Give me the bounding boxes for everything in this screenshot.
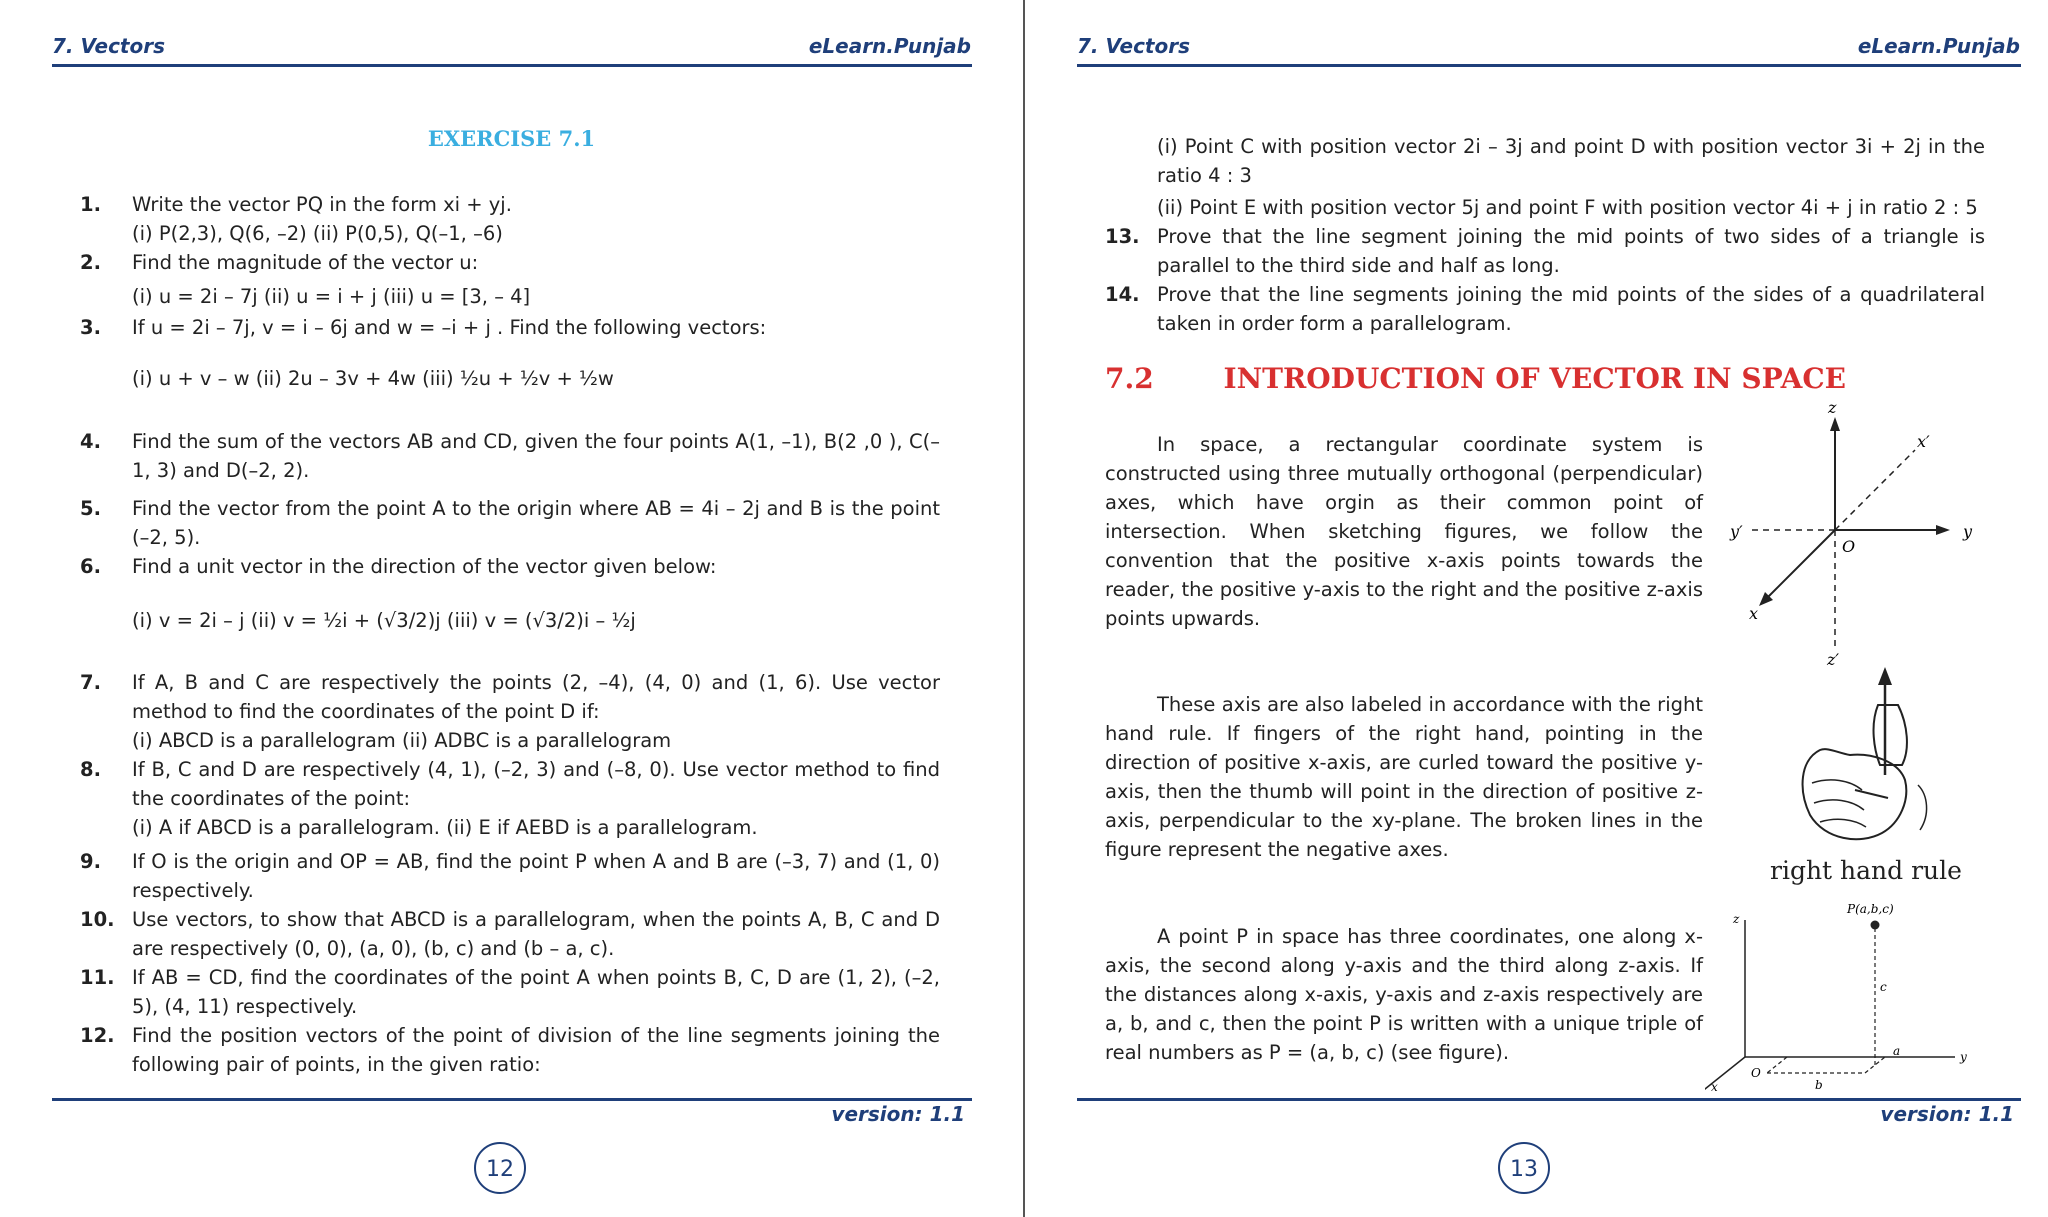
question-text: If u = 2i – 7j, v = i – 6j and w = –i + j . Find the following vectors: [132, 316, 767, 339]
question-number: 6. [80, 555, 101, 578]
negative-x-axis [1835, 450, 1915, 530]
label-z: z [1733, 912, 1740, 926]
question-number: 11. [80, 966, 115, 989]
section-heading [1105, 362, 1846, 395]
curl-indicator [1918, 785, 1927, 830]
guide-line [1767, 1057, 1787, 1073]
question-2 [80, 248, 940, 311]
question-text: Write the vector PQ in the form xi + yj. [132, 193, 512, 216]
brand-header: eLearn.Punjab [1857, 34, 2020, 58]
label-c: c [1880, 980, 1887, 994]
page-number: 13 [1498, 1142, 1550, 1194]
question-text: Prove that the line segments joining the mid points of the sides of a quadrilateral taken in order form a parallelogram. [1157, 283, 1985, 335]
question-subparts: (i) A if ABCD is a parallelogram. (ii) E if AEBD is a parallelogram. [132, 816, 758, 839]
label-z-prime: z′ [1827, 650, 1840, 669]
question-text: Find the magnitude of the vector u: [132, 251, 479, 274]
subpart-text: (i) Point C with position vector 2i – 3j and point D with position vector 3i + 2j in the ratio 4 : 3 [1157, 135, 1985, 187]
question-text: Find the sum of the vectors AB and CD, given the four points A(1, –1), B(2 ,0 ), C(–1, 3) and D(–2, 2). [132, 430, 940, 482]
thumb-outline [1874, 705, 1907, 765]
question-number: 4. [80, 430, 101, 453]
hand-caption: right hand rule [1770, 856, 1962, 885]
z-arrow-icon [1830, 417, 1840, 431]
question-14 [1105, 280, 1985, 338]
question-number: 9. [80, 850, 101, 873]
label-point-p: P(a,b,c) [1847, 902, 1894, 916]
question-number: 8. [80, 758, 101, 781]
question-text: Find the position vectors of the point of division of the line segments joining the following pair of points, in the given ratio: [132, 1024, 940, 1076]
point-figure [1705, 895, 1985, 1095]
subpart-text: (ii) Point E with position vector 5j and point F with position vector 4i + j in ratio 2 : 5 [1157, 196, 1978, 219]
label-b: b [1815, 1078, 1823, 1092]
question-number: 3. [80, 316, 101, 339]
header-rule [1077, 64, 2021, 67]
label-y: y [1960, 1050, 1967, 1064]
paragraph-right-hand-rule: These axis are also labeled in accordance with the right hand rule. If fingers of the right hand, pointing in the direction of positive x-axis, are curled toward the positive y-axis, then the thumb will point in the direction of positive z-axis, perpendicular to the xy-plane. The broken lines in the figure represent the negative axes. [1105, 693, 1703, 861]
question-text: Find a unit vector in the direction of the vector given below: [132, 555, 717, 578]
question-4 [80, 427, 940, 485]
label-x: x [1711, 1080, 1718, 1094]
page-13 [1025, 0, 2048, 1217]
hand-outline [1803, 749, 1907, 839]
exercise-title: EXERCISE 7.1 [427, 126, 596, 151]
question-13 [1105, 222, 1985, 280]
question-5 [80, 494, 940, 552]
header-rule [52, 64, 972, 67]
question-number: 1. [80, 193, 101, 216]
label-origin: O [1842, 537, 1856, 556]
label-y: y [1963, 522, 1973, 541]
question-8 [80, 755, 940, 842]
question-text: Prove that the line segment joining the mid points of two sides of a triangle is parallel to the third side and half as long. [1157, 225, 1985, 277]
question-text: If B, C and D are respectively (4, 1), (–2, 3) and (–8, 0). Use vector method to find the coordinates of the point: [132, 758, 940, 810]
axes-figure [1685, 395, 1985, 675]
page-number: 12 [474, 1142, 526, 1194]
subpart-ii [1105, 193, 1985, 222]
question-number: 13. [1105, 225, 1140, 248]
question-number: 14. [1105, 283, 1140, 306]
question-text: Use vectors, to show that ABCD is a parallelogram, when the points A, B, C and D are respectively (0, 0), (a, 0), (b, c) and (b – a, c). [132, 908, 940, 960]
question-10 [80, 905, 940, 963]
question-number: 12. [80, 1024, 115, 1047]
question-9 [80, 847, 940, 905]
question-6 [80, 552, 940, 635]
paragraph-point-in-space: A point P in space has three coordinates, one along x-axis, the second along y-axis and the third along z-axis. If the distances along x-axis, y-axis and z-axis respectively are a, b, and c, then the point P is written with a unique triple of real numbers as P = (a, b, c) (see figure). [1105, 925, 1703, 1064]
question-1 [80, 190, 940, 248]
label-x-prime: x′ [1917, 432, 1930, 451]
question-text: If A, B and C are respectively the points (2, –4), (4, 0) and (1, 6). Use vector method to find the coordinates of the point D if: [132, 671, 940, 723]
curl-arrow [1855, 790, 1888, 798]
label-origin: O [1751, 1066, 1761, 1080]
section-number: 7.2 [1105, 362, 1154, 395]
question-3 [80, 313, 940, 393]
page-12 [0, 0, 1023, 1217]
question-text: If AB = CD, find the coordinates of the point A when points B, C, D are (1, 2), (–2, 5), (4, 11) respectively. [132, 966, 940, 1018]
version-label: version: 1.1 [1880, 1102, 2014, 1126]
question-number: 2. [80, 251, 101, 274]
version-label: version: 1.1 [831, 1102, 965, 1126]
point-p-marker [1871, 921, 1880, 930]
question-12 [80, 1021, 940, 1079]
question-number: 5. [80, 497, 101, 520]
question-subparts: (i) ABCD is a parallelogram (ii) ADBC is a parallelogram [132, 729, 672, 752]
label-y-prime: y′ [1730, 522, 1743, 541]
footer-rule [52, 1098, 972, 1101]
question-7 [80, 668, 940, 755]
footer-rule [1077, 1098, 2021, 1101]
question-subparts: (i) v = 2i – j (ii) v = ½i + (√3/2)j (iii) v = (√3/2)i – ½j [132, 609, 636, 632]
brand-header: eLearn.Punjab [808, 34, 971, 58]
question-subparts: (i) P(2,3), Q(6, –2) (ii) P(0,5), Q(–1, –6) [132, 222, 503, 245]
question-number: 7. [80, 671, 101, 694]
right-hand-icon [1770, 665, 1960, 865]
paragraph-coordinate-system: In space, a rectangular coordinate system is constructed using three mutually orthogonal (perpendicular) axes, which have orgin as their common point of intersection. When sketching figures, we follow the convention that the positive x-axis points towards the reader, the positive y-axis to the right and the positive z-axis points upwards. [1105, 433, 1703, 630]
y-arrow-icon [1936, 525, 1950, 535]
label-x: x [1749, 604, 1759, 623]
question-text: If O is the origin and OP = AB, find the point P when A and B are (–3, 7) and (1, 0) respectively. [132, 850, 940, 902]
label-z: z [1828, 398, 1837, 417]
x-axis [1765, 530, 1835, 600]
question-number: 10. [80, 908, 115, 931]
question-subparts: (i) u + v – w (ii) 2u – 3v + 4w (iii) ½u + ½v + ½w [132, 367, 614, 390]
subpart-i [1105, 132, 1985, 190]
finger-lines [1812, 780, 1866, 827]
thumb-arrowhead-icon [1878, 667, 1892, 685]
section-title: INTRODUCTION OF VECTOR IN SPACE [1223, 362, 1846, 395]
chapter-header: 7. Vectors [1077, 34, 1190, 58]
chapter-header: 7. Vectors [52, 34, 165, 58]
label-a: a [1893, 1044, 1901, 1058]
question-subparts: (i) u = 2i – 7j (ii) u = i + j (iii) u = [3, – 4] [132, 285, 531, 308]
question-11 [80, 963, 940, 1021]
question-text: Find the vector from the point A to the origin where AB = 4i – 2j and B is the point (–2, 5). [132, 497, 940, 549]
